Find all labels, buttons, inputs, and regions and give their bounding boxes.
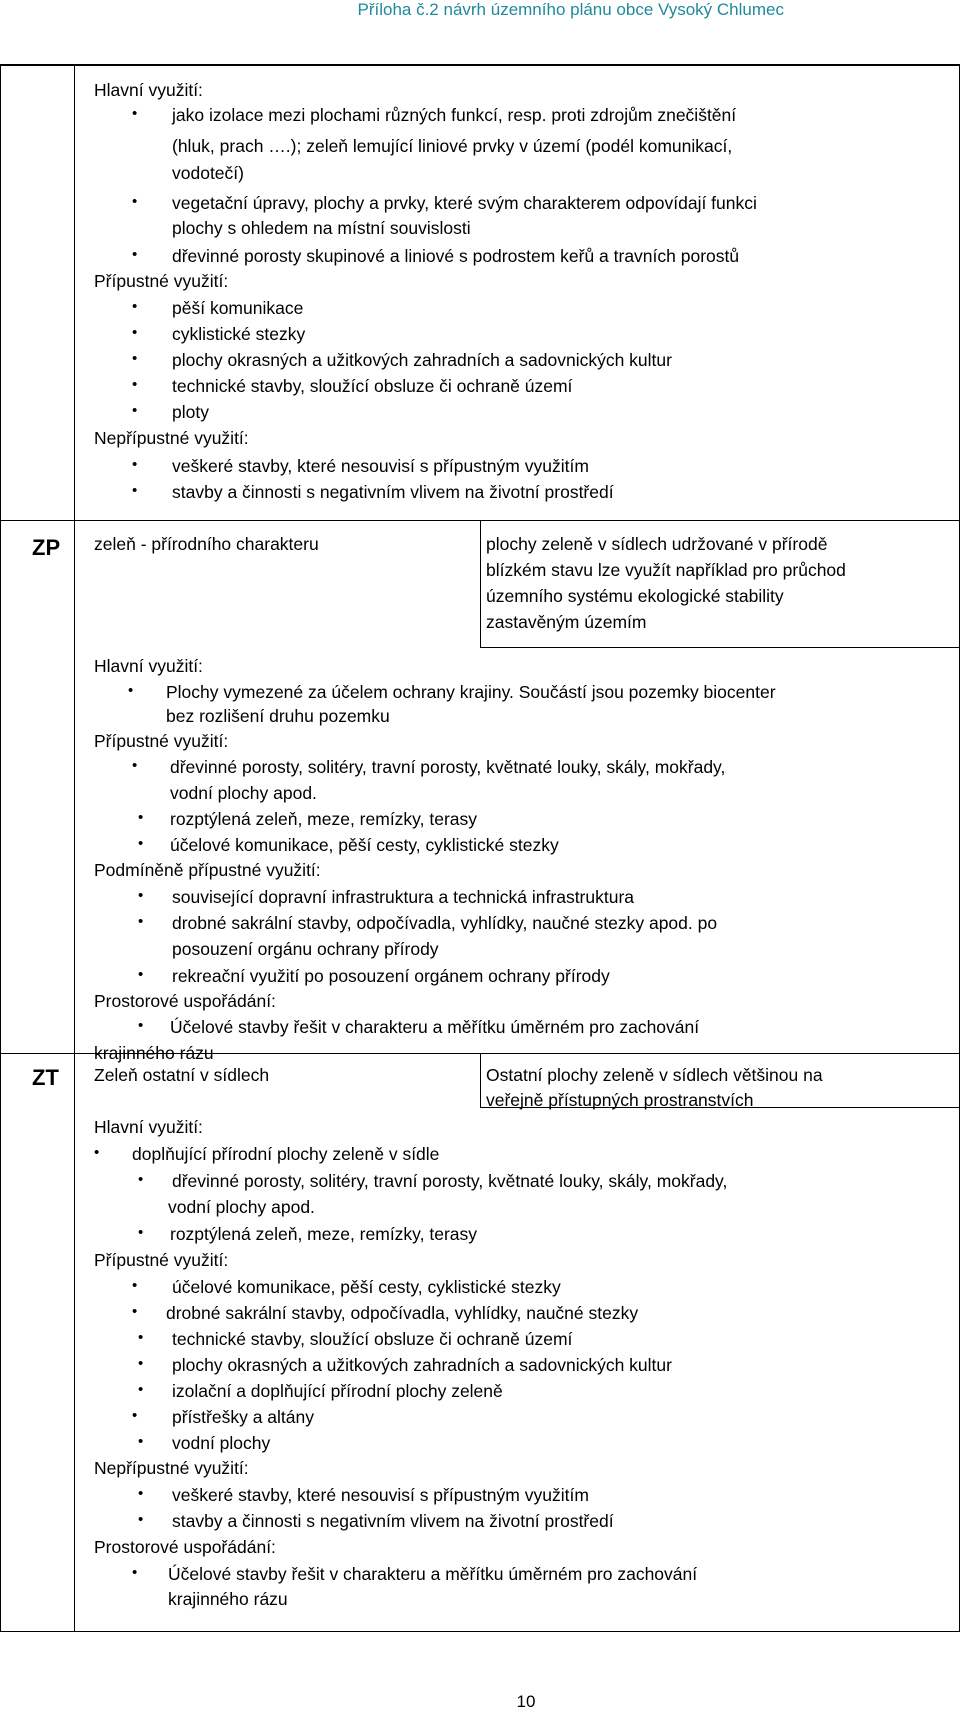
label-podminecne-pripustne: Podmíněně přípustné využití: bbox=[94, 860, 321, 880]
zp-desc-box-bottom bbox=[480, 647, 960, 648]
bullet-icon: • bbox=[138, 1017, 144, 1034]
list-item: účelové komunikace, pěší cesty, cyklistické stezky bbox=[172, 1277, 561, 1297]
zp-desc-line: územního systému ekologické stability bbox=[486, 586, 784, 606]
bullet-icon: • bbox=[138, 809, 144, 826]
bullet-icon: • bbox=[132, 757, 138, 774]
text-line: jako izolace mezi plochami různých funkcí, resp. proti zdrojům znečištění bbox=[172, 105, 737, 125]
bullet-icon: • bbox=[132, 324, 138, 341]
bullet-icon: • bbox=[138, 1485, 144, 1502]
list-item: plochy okrasných a užitkových zahradních a sadovnických kultur bbox=[172, 350, 672, 370]
text-line: související dopravní infrastruktura a technická infrastruktura bbox=[172, 887, 635, 907]
bullet-icon: • bbox=[132, 482, 138, 499]
bullet-icon: • bbox=[138, 966, 144, 983]
bullet-icon: • bbox=[138, 913, 144, 930]
text-line: účelové komunikace, pěší cesty, cyklistické stezky bbox=[170, 835, 559, 855]
label-pripustne-vyuziti: Přípustné využití: bbox=[94, 1250, 229, 1270]
text-line: Účelové stavby řešit v charakteru a měřítku úměrném pro zachování bbox=[168, 1564, 698, 1584]
label-pripustne-vyuziti: Přípustné využití: bbox=[94, 271, 229, 291]
header-title: Příloha č.2 návrh územního plánu obce Vysoký Chlumec bbox=[357, 0, 784, 19]
bullet-icon: • bbox=[138, 1329, 144, 1346]
zt-desc-box-left bbox=[480, 1053, 481, 1108]
bullet-icon: • bbox=[132, 402, 138, 419]
list-item: veškeré stavby, které nesouvisí s přípustným využitím bbox=[172, 456, 589, 476]
text-line: krajinného rázu bbox=[168, 1589, 288, 1609]
bullet-icon: • bbox=[132, 1277, 138, 1294]
list-item: cyklistické stezky bbox=[172, 324, 306, 344]
zt-name: Zeleň ostatní v sídlech bbox=[94, 1065, 270, 1085]
page-number bbox=[0, 1692, 960, 1712]
bullet-icon: • bbox=[138, 1511, 144, 1528]
text-line: dřevinné porosty, solitéry, travní porosty, květnaté louky, skály, mokřady, bbox=[172, 1171, 728, 1191]
label-hlavni-vyuziti: Hlavní využití: bbox=[94, 656, 203, 676]
table-top-line bbox=[0, 64, 960, 66]
bullet-icon: • bbox=[138, 887, 144, 904]
list-item: stavby a činnosti s negativním vlivem na životní prostředí bbox=[172, 1511, 614, 1531]
zp-code: ZP bbox=[32, 535, 61, 560]
bullet-icon: • bbox=[138, 1381, 144, 1398]
zp-name: zeleň - přírodního charakteru bbox=[94, 534, 319, 554]
text-line: rekreační využití po posouzení orgánem ochrany přírody bbox=[172, 966, 610, 986]
text-line: doplňující přírodní plochy zeleně v sídle bbox=[132, 1144, 440, 1164]
bullet-icon: • bbox=[128, 682, 134, 699]
bullet-icon: • bbox=[132, 105, 138, 122]
text-line: vodotečí) bbox=[172, 163, 244, 183]
bullet-icon: • bbox=[132, 376, 138, 393]
bullet-icon: • bbox=[132, 298, 138, 315]
bullet-icon: • bbox=[132, 350, 138, 367]
list-item: izolační a doplňující přírodní plochy zeleně bbox=[172, 1381, 503, 1401]
list-item: drobné sakrální stavby, odpočívadla, vyhlídky, naučné stezky bbox=[166, 1303, 639, 1323]
list-item: plochy okrasných a užitkových zahradních a sadovnických kultur bbox=[172, 1355, 672, 1375]
table-bottom-line bbox=[0, 1631, 960, 1632]
list-item: vodní plochy bbox=[172, 1433, 271, 1453]
zt-desc-line: Ostatní plochy zeleně v sídlech většinou na bbox=[486, 1065, 823, 1085]
bullet-icon: • bbox=[132, 1303, 138, 1320]
zp-desc-box-left bbox=[480, 520, 481, 648]
list-item: veškeré stavby, které nesouvisí s přípustným využitím bbox=[172, 1485, 589, 1505]
text-line: rozptýlená zeleň, meze, remízky, terasy bbox=[170, 809, 478, 829]
text-line: drobné sakrální stavby, odpočívadla, vyhlídky, naučné stezky apod. po bbox=[172, 913, 718, 933]
bullet-icon: • bbox=[132, 193, 138, 210]
zt-code: ZT bbox=[32, 1065, 59, 1090]
text-line: Plochy vymezené za účelem ochrany krajiny. Součástí jsou pozemky biocenter bbox=[166, 682, 776, 702]
label-nepripustne-vyuziti: Nepřípustné využití: bbox=[94, 1458, 249, 1478]
list-item: technické stavby, sloužící obsluze či ochraně území bbox=[172, 376, 573, 396]
bullet-icon: • bbox=[132, 456, 138, 473]
bullet-icon: • bbox=[138, 835, 144, 852]
bullet-icon: • bbox=[132, 1564, 138, 1581]
text-line: plochy s ohledem na místní souvislosti bbox=[172, 218, 471, 238]
page-number-text: 10 bbox=[516, 1692, 536, 1711]
bullet-icon: • bbox=[132, 1407, 138, 1424]
table-code-divider bbox=[74, 64, 75, 1632]
text-line: dřevinné porosty, solitéry, travní porosty, květnaté louky, skály, mokřady, bbox=[170, 757, 726, 777]
bullet-icon: • bbox=[138, 1224, 144, 1241]
bullet-icon: • bbox=[138, 1433, 144, 1450]
text-line: krajinného rázu bbox=[94, 1043, 214, 1063]
text-line: Účelové stavby řešit v charakteru a měřítku úměrném pro zachování bbox=[170, 1017, 700, 1037]
label-prostorove-usporadani: Prostorové uspořádání: bbox=[94, 991, 276, 1011]
zt-desc-line: veřejně přístupných prostranstvích bbox=[486, 1090, 754, 1110]
label-prostorove-usporadani: Prostorové uspořádání: bbox=[94, 1537, 276, 1557]
text-line: vodní plochy apod. bbox=[168, 1197, 315, 1217]
bullet-icon: • bbox=[138, 1171, 144, 1188]
page-header bbox=[0, 0, 960, 22]
text-line: vegetační úpravy, plochy a prvky, které svým charakterem odpovídají funkci bbox=[172, 193, 757, 213]
label-nepripustne-vyuziti: Nepřípustné využití: bbox=[94, 428, 249, 448]
label-hlavni-vyuziti: Hlavní využití: bbox=[94, 80, 203, 100]
list-item: ploty bbox=[172, 402, 209, 422]
bullet-icon: • bbox=[94, 1144, 100, 1161]
bullet-icon: • bbox=[138, 1355, 144, 1372]
text-line: vodní plochy apod. bbox=[170, 783, 317, 803]
label-pripustne-vyuziti: Přípustné využití: bbox=[94, 731, 229, 751]
bullet-icon: • bbox=[132, 246, 138, 263]
zp-desc-line: plochy zeleně v sídlech udržované v přírodě bbox=[486, 534, 828, 554]
list-item: pěší komunikace bbox=[172, 298, 304, 318]
list-item: stavby a činnosti s negativním vlivem na životní prostředí bbox=[172, 482, 614, 502]
table-left-border bbox=[0, 64, 1, 1632]
text-line: rozptýlená zeleň, meze, remízky, terasy bbox=[170, 1224, 478, 1244]
label-hlavni-vyuziti: Hlavní využití: bbox=[94, 1117, 203, 1137]
text-line: dřevinné porosty skupinové a liniové s podrostem keřů a travních porostů bbox=[172, 246, 740, 266]
text-line: bez rozlišení druhu pozemku bbox=[166, 706, 390, 726]
text-line: posouzení orgánu ochrany přírody bbox=[172, 939, 439, 959]
list-item: přístřešky a altány bbox=[172, 1407, 314, 1427]
zp-desc-line: zastavěným územím bbox=[486, 612, 647, 632]
list-item: technické stavby, sloužící obsluze či ochraně území bbox=[172, 1329, 573, 1349]
text-line: (hluk, prach ….); zeleň lemující liniové prvky v území (podél komunikací, bbox=[172, 136, 733, 156]
zp-desc-line: blízkém stavu lze využít například pro průchod bbox=[486, 560, 846, 580]
